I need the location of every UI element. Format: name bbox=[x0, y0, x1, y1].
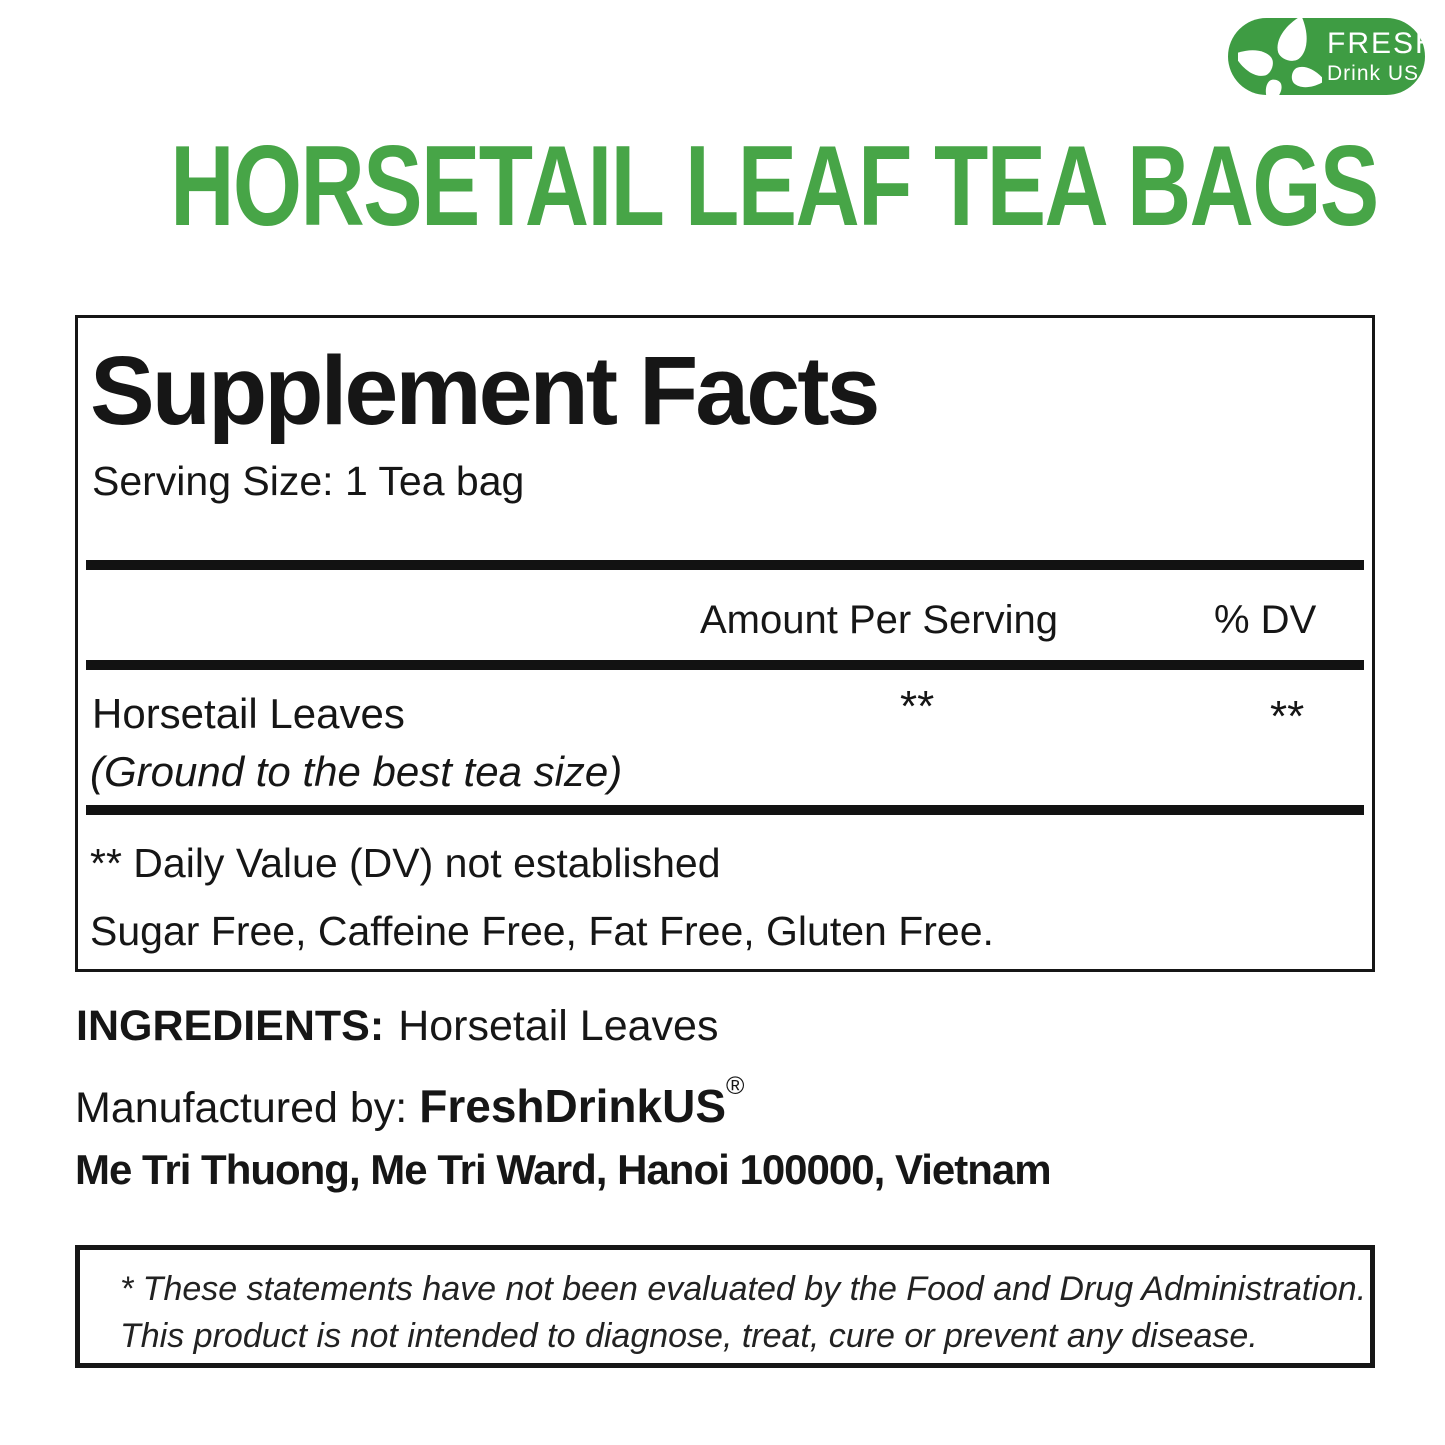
brand-name-line2: Drink US bbox=[1327, 62, 1420, 85]
page-title-text: HORSETAIL LEAF TEA BAGS bbox=[170, 123, 1378, 250]
ingredients-value: Horsetail Leaves bbox=[398, 1002, 719, 1050]
registered-mark: ® bbox=[726, 1072, 745, 1100]
brand-name-line1: FRESH bbox=[1327, 27, 1439, 60]
ingredients-label: INGREDIENTS: bbox=[76, 1002, 385, 1050]
column-header-amount: Amount Per Serving bbox=[700, 598, 1058, 642]
footnote-daily-value: ** Daily Value (DV) not established bbox=[90, 840, 721, 886]
ingredient-amount-value: ** bbox=[900, 682, 935, 731]
ingredients-line bbox=[76, 1002, 718, 1051]
ingredient-dv-value: ** bbox=[1270, 692, 1305, 741]
disclaimer-text bbox=[120, 1266, 1366, 1360]
ingredient-note: (Ground to the best tea size) bbox=[90, 748, 623, 795]
supplement-facts-panel bbox=[75, 315, 1375, 972]
manufacturer-name: FreshDrinkUS bbox=[419, 1080, 726, 1132]
disclaimer-panel bbox=[75, 1245, 1375, 1368]
manufactured-label: Manufactured by: bbox=[75, 1084, 408, 1132]
page-title bbox=[0, 123, 1445, 250]
divider-thick-middle bbox=[86, 660, 1364, 670]
address-line: Me Tri Thuong, Me Tri Ward, Hanoi 100000, Vietnam bbox=[75, 1146, 1051, 1193]
disclaimer-line-1: * These statements have not been evaluated by the Food and Drug Administration. bbox=[120, 1270, 1367, 1308]
divider-thick-bottom bbox=[86, 805, 1364, 815]
brand-logo bbox=[1228, 18, 1439, 95]
serving-size: Serving Size: 1 Tea bag bbox=[92, 458, 525, 504]
ingredient-name: Horsetail Leaves bbox=[92, 690, 405, 737]
supplement-facts-heading: Supplement Facts bbox=[90, 336, 878, 445]
column-header-dv: % DV bbox=[1214, 598, 1317, 642]
manufactured-line bbox=[75, 1072, 744, 1133]
divider-thick-top bbox=[86, 560, 1364, 570]
brand-name bbox=[1327, 29, 1439, 84]
leaf-icon bbox=[1238, 16, 1322, 100]
footnote-free-claims: Sugar Free, Caffeine Free, Fat Free, Gluten Free. bbox=[90, 908, 994, 954]
disclaimer-line-2: This product is not intended to diagnose, treat, cure or prevent any disease. bbox=[120, 1316, 1258, 1355]
